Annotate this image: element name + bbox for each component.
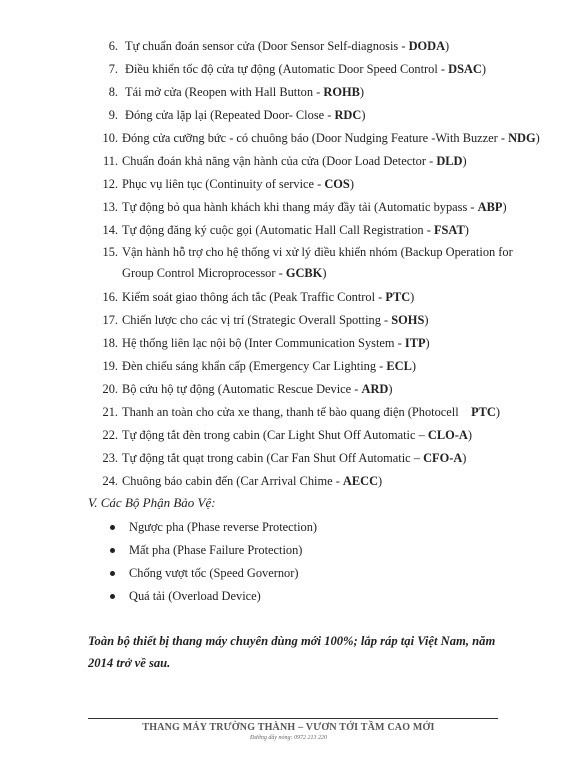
item-text: Vận hành hỗ trợ cho hệ thống vi xử lý điều khiển nhóm (Backup Operation for Group Control Microprocessor - GCBK) bbox=[122, 245, 513, 280]
item-text: Đóng cửa lặp lại (Repeated Door- Close - RDC) bbox=[125, 108, 366, 122]
bullet-icon bbox=[110, 594, 115, 599]
closing-note: Toàn bộ thiết bị thang máy chuyên dùng mới 100%; lắp ráp tại Việt Nam, năm 2014 trở về sau. bbox=[88, 634, 496, 670]
item-text: Bộ cứu hộ tự động (Automatic Rescue Device - ARD) bbox=[122, 382, 393, 396]
bullet-text: Mất pha (Phase Failure Protection) bbox=[129, 543, 303, 557]
bullet-text: Chống vượt tốc (Speed Governor) bbox=[129, 566, 299, 580]
item-number: 14. bbox=[102, 223, 118, 237]
item-number: 23. bbox=[102, 451, 118, 465]
item-number: 10. bbox=[102, 131, 118, 145]
item-number: 21. bbox=[102, 405, 118, 419]
footer-slogan: THANG MÁY TRƯỜNG THÀNH – VƯƠN TỚI TẦM CAO MỚI bbox=[142, 722, 435, 733]
item-number: 18. bbox=[102, 336, 118, 350]
item-text: Chuông báo cabin đến (Car Arrival Chime - AECC) bbox=[122, 474, 383, 488]
item-text: Phục vụ liên tục (Continuity of service - COS) bbox=[122, 177, 354, 191]
bullet-item bbox=[110, 543, 302, 558]
item-number: 11. bbox=[102, 154, 118, 168]
item-text: Chiến lược cho các vị trí (Strategic Overall Spotting - SOHS) bbox=[122, 313, 429, 327]
section-heading: V. Các Bộ Phận Bảo Vệ: bbox=[88, 495, 216, 510]
bullet-item bbox=[110, 589, 261, 604]
item-number: 17. bbox=[102, 313, 118, 327]
item-text: Chuẩn đoán khả năng vận hành của cửa (Door Load Detector - DLD) bbox=[122, 154, 467, 168]
bullet-item bbox=[110, 566, 299, 581]
footer-divider bbox=[88, 718, 498, 719]
item-text: Tự chuẩn đoán sensor cửa (Door Sensor Self-diagnosis - DODA) bbox=[125, 39, 450, 53]
item-text: Đèn chiếu sáng khẩn cấp (Emergency Car Lighting - ECL) bbox=[122, 359, 416, 373]
item-number: 6. bbox=[108, 39, 118, 53]
bullet-icon bbox=[110, 525, 115, 530]
item-number: 24. bbox=[102, 474, 118, 488]
item-text: Điều khiển tốc độ cửa tự động (Automatic Door Speed Control - DSAC) bbox=[125, 62, 487, 76]
bullet-icon bbox=[110, 571, 115, 576]
item-text: Kiểm soát giao thông ách tắc (Peak Traffic Control - PTC) bbox=[122, 290, 415, 304]
item-text: Hệ thống liên lạc nội bộ (Inter Communication System - ITP) bbox=[122, 336, 430, 350]
item-text: Tự động tắt quạt trong cabin (Car Fan Shut Off Automatic – CFO-A) bbox=[122, 451, 467, 465]
item-text: Tự động tắt đèn trong cabin (Car Light Shut Off Automatic – CLO-A) bbox=[122, 428, 472, 442]
bullet-text: Ngược pha (Phase reverse Protection) bbox=[129, 520, 318, 534]
item-text: Tái mở cửa (Reopen with Hall Button - ROHB) bbox=[125, 85, 365, 99]
item-text: Tự động bỏ qua hành khách khi thang máy đầy tải (Automatic bypass - ABP) bbox=[122, 200, 507, 214]
item-text: Đóng cửa cưỡng bức - có chuông báo (Door Nudging Feature -With Buzzer - NDG) bbox=[122, 131, 540, 145]
item-text: Thanh an toàn cho cửa xe thang, thanh tế bào quang điện (Photocell PTC) bbox=[122, 405, 501, 419]
item-number: 7. bbox=[108, 62, 118, 76]
bullet-text: Quá tải (Overload Device) bbox=[129, 589, 261, 603]
item-number: 8. bbox=[108, 85, 118, 99]
item-number: 15. bbox=[102, 245, 118, 259]
item-number: 12. bbox=[102, 177, 118, 191]
item-number: 9. bbox=[108, 108, 118, 122]
bullet-icon bbox=[110, 548, 115, 553]
item-number: 19. bbox=[102, 359, 118, 373]
item-text: Tự động đăng ký cuộc gọi (Automatic Hall Call Registration - FSAT) bbox=[122, 223, 469, 237]
item-number: 20. bbox=[102, 382, 118, 396]
item-number: 16. bbox=[102, 290, 118, 304]
item-number: 13. bbox=[102, 200, 118, 214]
bullet-item bbox=[110, 520, 317, 535]
item-number: 22. bbox=[102, 428, 118, 442]
footer-hotline: Đường dây nóng: 0972 213 220 bbox=[250, 735, 327, 741]
